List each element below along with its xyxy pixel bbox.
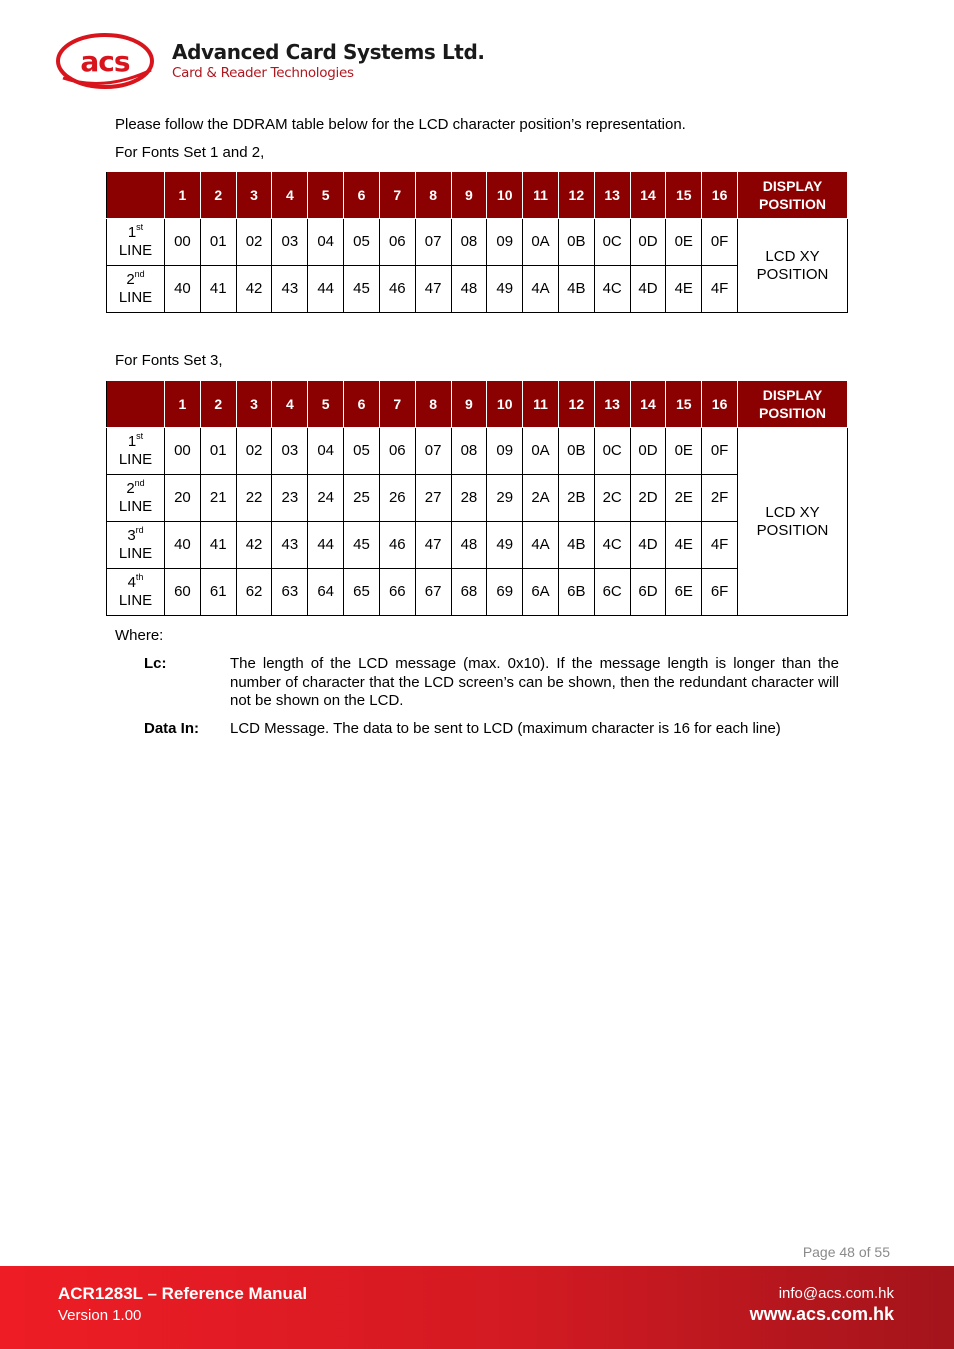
address-cell: 44 <box>308 522 344 569</box>
column-header: 1 <box>165 172 201 219</box>
column-header: 14 <box>630 381 666 428</box>
column-header: 16 <box>702 172 738 219</box>
table-row <box>107 428 848 475</box>
column-header: 11 <box>523 172 559 219</box>
row-number: 3 <box>127 527 136 544</box>
display-header-line1: DISPLAY <box>762 387 823 403</box>
address-cell: 08 <box>451 219 487 266</box>
definition-lc: The length of the LCD message (max. 0x10). If the message length is longer than the number of character that the LCD screen’s can be shown, then the redundant character will not be shown on the LCD. <box>230 655 839 709</box>
footer-bar <box>0 1266 954 1349</box>
address-cell: 07 <box>415 219 451 266</box>
display-header-line1: DISPLAY <box>762 178 823 194</box>
footer-email-link[interactable]: info@acs.com.hk <box>778 1285 894 1302</box>
address-cell: 43 <box>272 522 308 569</box>
address-cell: 41 <box>200 522 236 569</box>
address-cell: 2D <box>630 475 666 522</box>
row-number: 1 <box>127 224 137 241</box>
address-cell: 08 <box>451 428 487 475</box>
footer-doc-title: ACR1283L – Reference Manual <box>58 1284 308 1303</box>
company-tagline: Card & Reader Technologies <box>172 65 354 81</box>
address-cell: 25 <box>344 475 380 522</box>
display-position-cell <box>738 219 848 313</box>
address-cell: 02 <box>236 219 272 266</box>
column-header: 2 <box>200 381 236 428</box>
column-header: 10 <box>487 381 523 428</box>
address-cell: 20 <box>165 475 201 522</box>
address-cell: 62 <box>236 569 272 616</box>
address-cell: 2E <box>666 475 702 522</box>
address-cell: 40 <box>165 522 201 569</box>
column-header: 5 <box>308 172 344 219</box>
address-cell: 41 <box>200 266 236 313</box>
address-cell: 4F <box>702 266 738 313</box>
row-number: 2 <box>126 271 135 288</box>
acs-logo-mark <box>55 30 159 92</box>
address-cell: 49 <box>487 522 523 569</box>
address-cell: 68 <box>451 569 487 616</box>
row-ordinal-suffix: nd <box>134 269 145 279</box>
address-cell: 01 <box>200 219 236 266</box>
table-header-row <box>107 172 848 219</box>
address-cell: 2A <box>523 475 559 522</box>
address-cell: 09 <box>487 219 523 266</box>
column-header: 9 <box>451 381 487 428</box>
intro-text: Please follow the DDRAM table below for the LCD character position’s representation. <box>115 116 686 133</box>
row-line-text: LINE <box>118 451 153 468</box>
address-cell: 61 <box>200 569 236 616</box>
row-line-text: LINE <box>118 242 153 259</box>
table-row <box>107 475 848 522</box>
address-cell: 45 <box>344 522 380 569</box>
term-data-in: Data In: <box>144 720 200 737</box>
row-label <box>107 522 165 569</box>
display-position-header <box>738 381 848 428</box>
row-ordinal-suffix: st <box>136 222 144 232</box>
address-cell: 67 <box>415 569 451 616</box>
address-cell: 63 <box>272 569 308 616</box>
address-cell: 05 <box>344 428 380 475</box>
table-row <box>107 219 848 266</box>
address-cell: 6E <box>666 569 702 616</box>
address-cell: 0E <box>666 219 702 266</box>
address-cell: 44 <box>308 266 344 313</box>
address-cell: 40 <box>165 266 201 313</box>
address-cell: 65 <box>344 569 380 616</box>
column-header: 10 <box>487 172 523 219</box>
address-cell: 0F <box>702 428 738 475</box>
table-row <box>107 569 848 616</box>
display-header-line2: POSITION <box>759 196 826 212</box>
table-row <box>107 266 848 313</box>
row-label <box>107 569 165 616</box>
column-header: 11 <box>523 381 559 428</box>
address-cell: 4E <box>666 522 702 569</box>
address-cell: 46 <box>379 522 415 569</box>
display-cell-line2: POSITION <box>756 521 829 539</box>
address-cell: 2F <box>702 475 738 522</box>
row-label <box>107 219 165 266</box>
logo-mark-text: acs <box>80 45 130 78</box>
column-header: 8 <box>415 172 451 219</box>
address-cell: 26 <box>379 475 415 522</box>
column-header: 3 <box>236 172 272 219</box>
footer-website-link[interactable]: www.acs.com.hk <box>749 1304 894 1324</box>
address-cell: 0A <box>523 428 559 475</box>
definition-data-in: LCD Message. The data to be sent to LCD (maximum character is 16 for each line) <box>230 720 781 737</box>
column-header: 6 <box>344 172 380 219</box>
address-cell: 69 <box>487 569 523 616</box>
address-cell: 28 <box>451 475 487 522</box>
address-cell: 6B <box>558 569 594 616</box>
address-cell: 06 <box>379 428 415 475</box>
address-cell: 0A <box>523 219 559 266</box>
row-line-text: LINE <box>118 289 153 306</box>
address-cell: 47 <box>415 522 451 569</box>
address-cell: 0B <box>558 428 594 475</box>
column-header: 7 <box>379 381 415 428</box>
address-cell: 45 <box>344 266 380 313</box>
address-cell: 2B <box>558 475 594 522</box>
address-cell: 6F <box>702 569 738 616</box>
address-cell: 24 <box>308 475 344 522</box>
column-header: 4 <box>272 172 308 219</box>
fonts3-caption: For Fonts Set 3, <box>115 352 223 369</box>
address-cell: 0D <box>630 428 666 475</box>
column-header: 15 <box>666 172 702 219</box>
address-cell: 6A <box>523 569 559 616</box>
column-header: 3 <box>236 381 272 428</box>
address-cell: 03 <box>272 219 308 266</box>
address-cell: 02 <box>236 428 272 475</box>
table-row <box>107 522 848 569</box>
row-label <box>107 475 165 522</box>
column-header: 6 <box>344 381 380 428</box>
ddram-table-fonts-3 <box>106 380 848 616</box>
address-cell: 09 <box>487 428 523 475</box>
display-position-cell <box>738 428 848 616</box>
address-cell: 47 <box>415 266 451 313</box>
display-cell-line1: LCD XY <box>765 247 820 265</box>
address-cell: 66 <box>379 569 415 616</box>
address-cell: 01 <box>200 428 236 475</box>
address-cell: 00 <box>165 428 201 475</box>
address-cell: 4B <box>558 266 594 313</box>
row-ordinal-suffix: st <box>136 431 144 441</box>
address-cell: 00 <box>165 219 201 266</box>
address-cell: 46 <box>379 266 415 313</box>
address-cell: 04 <box>308 428 344 475</box>
ddram-table-fonts-1-2 <box>106 171 848 313</box>
address-cell: 06 <box>379 219 415 266</box>
where-label: Where: <box>115 627 164 644</box>
address-cell: 0D <box>630 219 666 266</box>
column-header: 12 <box>558 381 594 428</box>
address-cell: 05 <box>344 219 380 266</box>
column-header: 13 <box>594 172 630 219</box>
header-corner-cell <box>107 172 165 219</box>
footer-version: Version 1.00 <box>58 1307 142 1324</box>
address-cell: 04 <box>308 219 344 266</box>
column-header: 9 <box>451 172 487 219</box>
address-cell: 42 <box>236 522 272 569</box>
address-cell: 4A <box>523 266 559 313</box>
display-cell-line1: LCD XY <box>765 503 820 521</box>
company-name: Advanced Card Systems Ltd. <box>172 40 485 64</box>
address-cell: 48 <box>451 266 487 313</box>
row-line-text: LINE <box>118 592 153 609</box>
row-ordinal-suffix: rd <box>135 525 144 535</box>
address-cell: 60 <box>165 569 201 616</box>
address-cell: 0E <box>666 428 702 475</box>
column-header: 12 <box>558 172 594 219</box>
address-cell: 27 <box>415 475 451 522</box>
address-cell: 0B <box>558 219 594 266</box>
address-cell: 4C <box>594 522 630 569</box>
address-cell: 29 <box>487 475 523 522</box>
address-cell: 42 <box>236 266 272 313</box>
term-lc: Lc: <box>144 655 167 672</box>
column-header: 15 <box>666 381 702 428</box>
fonts12-caption: For Fonts Set 1 and 2, <box>115 144 265 161</box>
column-header: 8 <box>415 381 451 428</box>
address-cell: 0C <box>594 428 630 475</box>
column-header: 7 <box>379 172 415 219</box>
address-cell: 4A <box>523 522 559 569</box>
address-cell: 64 <box>308 569 344 616</box>
row-number: 2 <box>126 480 135 497</box>
display-position-header <box>738 172 848 219</box>
address-cell: 49 <box>487 266 523 313</box>
column-header: 16 <box>702 381 738 428</box>
column-header: 14 <box>630 172 666 219</box>
row-line-text: LINE <box>118 545 153 562</box>
column-header: 4 <box>272 381 308 428</box>
address-cell: 6C <box>594 569 630 616</box>
address-cell: 4F <box>702 522 738 569</box>
address-cell: 4B <box>558 522 594 569</box>
address-cell: 4D <box>630 266 666 313</box>
address-cell: 4C <box>594 266 630 313</box>
column-header: 2 <box>200 172 236 219</box>
column-header: 13 <box>594 381 630 428</box>
address-cell: 21 <box>200 475 236 522</box>
header-corner-cell <box>107 381 165 428</box>
address-cell: 48 <box>451 522 487 569</box>
address-cell: 2C <box>594 475 630 522</box>
address-cell: 4E <box>666 266 702 313</box>
address-cell: 4D <box>630 522 666 569</box>
address-cell: 07 <box>415 428 451 475</box>
address-cell: 43 <box>272 266 308 313</box>
row-ordinal-suffix: nd <box>134 478 145 488</box>
row-number: 4 <box>127 574 136 591</box>
company-logo <box>55 30 485 94</box>
display-cell-line2: POSITION <box>756 265 829 283</box>
address-cell: 0C <box>594 219 630 266</box>
row-ordinal-suffix: th <box>135 572 144 582</box>
address-cell: 22 <box>236 475 272 522</box>
address-cell: 0F <box>702 219 738 266</box>
column-header: 1 <box>165 381 201 428</box>
address-cell: 03 <box>272 428 308 475</box>
column-header: 5 <box>308 381 344 428</box>
address-cell: 23 <box>272 475 308 522</box>
row-line-text: LINE <box>118 498 153 515</box>
row-label <box>107 428 165 475</box>
address-cell: 6D <box>630 569 666 616</box>
row-label <box>107 266 165 313</box>
display-header-line2: POSITION <box>759 405 826 421</box>
table-header-row <box>107 381 848 428</box>
page-number: Page 48 of 55 <box>802 1244 890 1260</box>
row-number: 1 <box>127 433 137 450</box>
